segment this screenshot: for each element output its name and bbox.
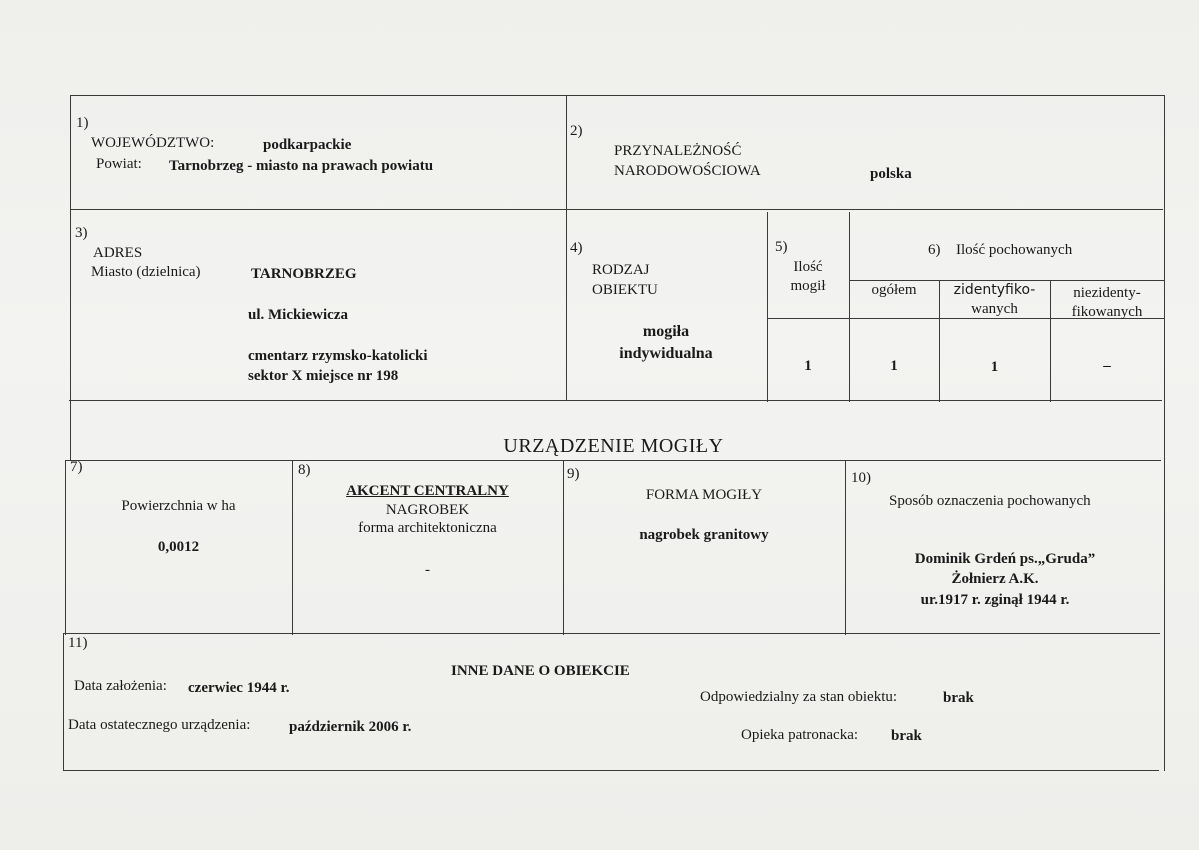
final-arrangement-date-label: Data ostatecznego urządzenia:: [68, 717, 251, 733]
section-1-number: 1): [76, 115, 89, 131]
grave-form-value: nagrobek granitowy: [639, 527, 769, 543]
object-type-label-line2: OBIEKTU: [592, 282, 658, 298]
patronage-value: brak: [891, 728, 922, 744]
col-header-total: ogółem: [871, 282, 917, 298]
county-value: Tarnobrzeg - miasto na prawach powiatu: [169, 158, 434, 174]
city-label: Miasto (dzielnica): [91, 264, 201, 280]
border-right: [1164, 95, 1165, 771]
founded-date-label: Data założenia:: [74, 678, 167, 694]
city-value: TARNOBRZEG: [251, 266, 357, 282]
grave-arrangement-heading: URZĄDZENIE MOGIŁY: [503, 435, 724, 457]
architectural-form-label: forma architektoniczna: [358, 520, 497, 536]
buried-person-rank: Żołnierz A.K.: [951, 571, 1039, 587]
total-buried-value: 1: [890, 358, 898, 374]
border-top: [70, 95, 1165, 96]
section-8-number: 8): [298, 462, 311, 478]
nationality-value: polska: [870, 166, 912, 182]
area-value: 0,0012: [157, 539, 200, 555]
voivodeship-value: podkarpackie: [263, 137, 352, 153]
section-11-number: 11): [68, 635, 88, 651]
responsible-label: Odpowiedzialny za stan obiektu:: [700, 689, 898, 705]
row-divider-4: [64, 633, 1160, 634]
grave-count-label-line1: Ilość: [793, 259, 823, 275]
marking-method-label: Sposób oznaczenia pochowanych: [889, 493, 1091, 509]
section-7-number: 7): [70, 459, 83, 475]
responsible-value: brak: [943, 690, 974, 706]
area-label: Powierzchnia w ha: [121, 498, 236, 514]
border-bottom: [63, 770, 1159, 771]
nationality-label-line2: NARODOWOŚCIOWA: [614, 163, 761, 179]
section-4-number: 4): [570, 240, 583, 256]
object-type-label-line1: RODZAJ: [592, 262, 650, 278]
cemetery-line2: sektor X miejsce nr 198: [248, 368, 399, 384]
col-header-unidentified-line2: fikowanych: [1071, 304, 1143, 320]
object-type-value-line1: mogiła: [642, 323, 690, 340]
address-label: ADRES: [93, 245, 143, 261]
section-10-number: 10): [851, 470, 871, 486]
border-left-lower: [63, 633, 64, 771]
architectural-form-value: -: [425, 562, 430, 578]
grave-count-label-line2: mogił: [790, 278, 826, 294]
row-divider-1: [70, 209, 1163, 210]
tombstone-label: NAGROBEK: [385, 502, 470, 518]
col-header-identified-line2: wanych: [971, 301, 1018, 317]
central-accent-title: AKCENT CENTRALNY: [346, 483, 509, 499]
county-label: Powiat:: [96, 156, 142, 172]
row-divider-3: [66, 460, 1161, 461]
buried-person-dates: ur.1917 r. zginął 1944 r.: [920, 592, 1070, 608]
street-value: ul. Mickiewicza: [248, 307, 348, 323]
grave-count-value: 1: [804, 358, 812, 374]
section-9-number: 9): [567, 466, 580, 482]
buried-person-name: Dominik Grdeń ps.„Gruda”: [914, 551, 1096, 567]
cemetery-line1: cmentarz rzymsko-katolicki: [248, 348, 428, 364]
grave-form-label: FORMA MOGIŁY: [645, 487, 763, 503]
identified-buried-value: 1: [990, 359, 999, 375]
other-data-title: INNE DANE O OBIEKCIE: [451, 663, 630, 679]
final-arrangement-date-value: październik 2006 r.: [289, 719, 412, 735]
buried-count-label: Ilość pochowanych: [956, 242, 1073, 258]
section-6-number: 6): [928, 242, 941, 258]
voivodeship-label: WOJEWÓDZTWO:: [91, 135, 215, 151]
col-header-unidentified-line1: niezidenty-: [1073, 285, 1141, 301]
patronage-label: Opieka patronacka:: [741, 727, 859, 743]
row-divider-2: [69, 400, 1162, 401]
object-type-value-line2: indywidualna: [619, 345, 713, 362]
founded-date-value: czerwiec 1944 r.: [188, 680, 290, 696]
nationality-label-line1: PRZYNALEŻNOŚĆ: [614, 143, 742, 159]
col-header-identified-line1: zidentyfiko-: [953, 282, 1036, 298]
section-3-number: 3): [75, 225, 88, 241]
border-left-upper: [70, 95, 71, 460]
section-2-number: 2): [570, 123, 583, 139]
unidentified-buried-value: –: [1103, 358, 1111, 374]
section-5-number: 5): [775, 239, 788, 255]
